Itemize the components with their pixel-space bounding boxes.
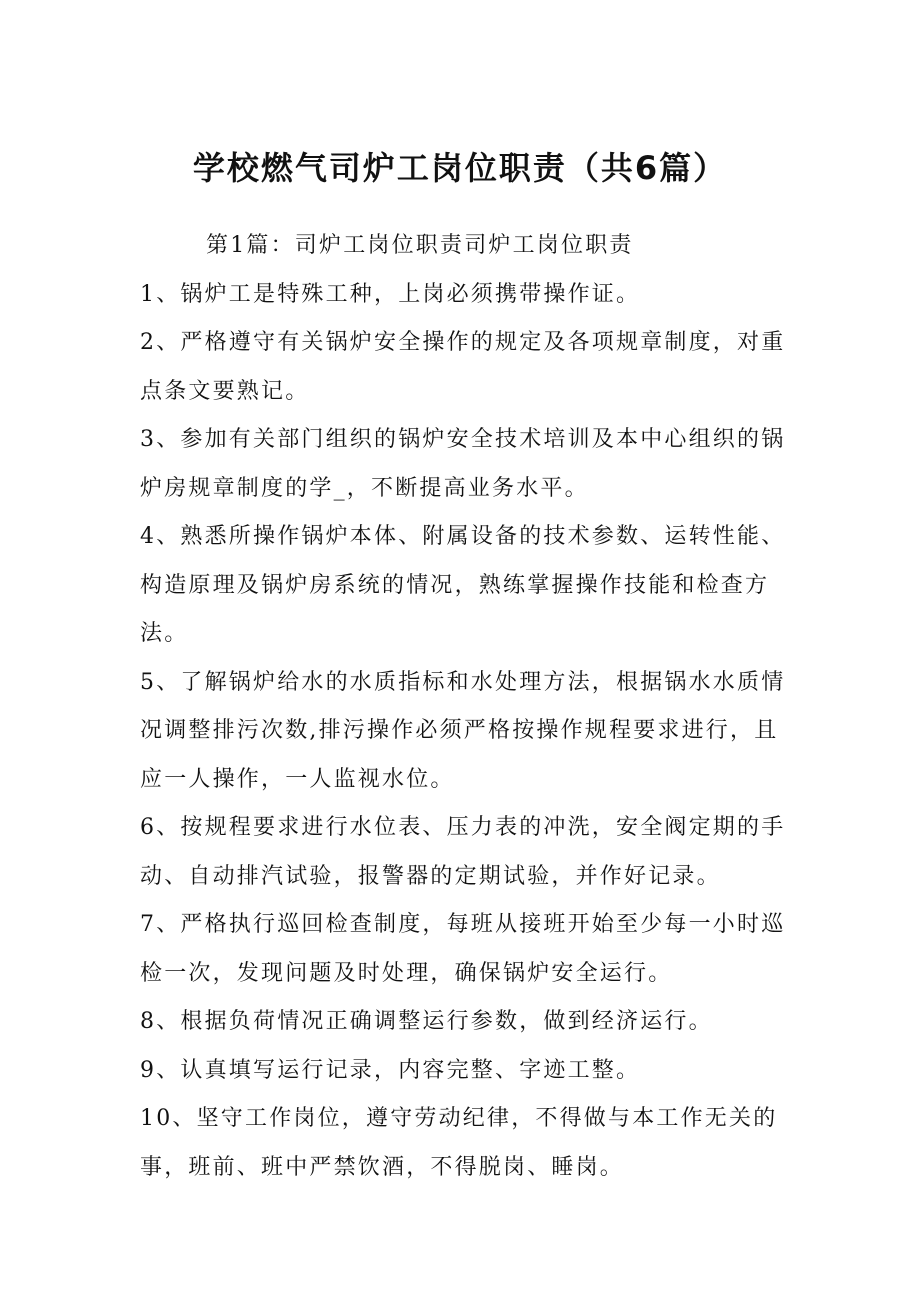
paragraph-5: 5、了解锅炉给水的水质指标和水处理方法，根据锅水水质情况调整排污次数,排污操作必须严格按操作规程要求进行，且应一人操作，一人监视水位。 [140,669,786,792]
paragraph-9: 9、认真填写运行记录，内容完整、字迹工整。 [140,1057,641,1083]
paragraph-7: 7、严格执行巡回检查制度，每班从接班开始至少每一小时巡检一次，发现问题及时处理，确保锅炉安全运行。 [140,912,786,986]
paragraph-1: 1、锅炉工是特殊工种，上岗必须携带操作证。 [140,281,641,307]
paragraph-4: 4、熟悉所操作锅炉本体、附属设备的技术参数、运转性能、构造原理及锅炉房系统的情况，熟练掌握操作技能和检查方法。 [140,524,786,646]
paragraph-3: 3、参加有关部门组织的锅炉安全技术培训及本中心组织的锅炉房规章制度的学_，不断提高业务水平。 [140,427,786,501]
document-title: 学校燃气司炉工岗位职责（共6篇） [192,149,728,187]
paragraph-8: 8、根据负荷情况正确调整运行参数，做到经济运行。 [140,1009,713,1034]
section-heading: 第1篇：司炉工岗位职责司炉工岗位职责 [206,233,634,258]
paragraph-10: 10、坚守工作岗位，遵守劳动纪律，不得做与本工作无关的事，班前、班中严禁饮酒，不得脱岗、睡岗。 [140,1106,778,1180]
paragraph-6: 6、按规程要求进行水位表、压力表的冲洗，安全阀定期的手动、自动排汽试验，报警器的定期试验，并作好记录。 [140,815,786,889]
document-body [140,222,800,1192]
paragraph-2: 2、严格遵守有关锅炉安全操作的规定及各项规章制度，对重点条文要熟记。 [140,330,786,404]
